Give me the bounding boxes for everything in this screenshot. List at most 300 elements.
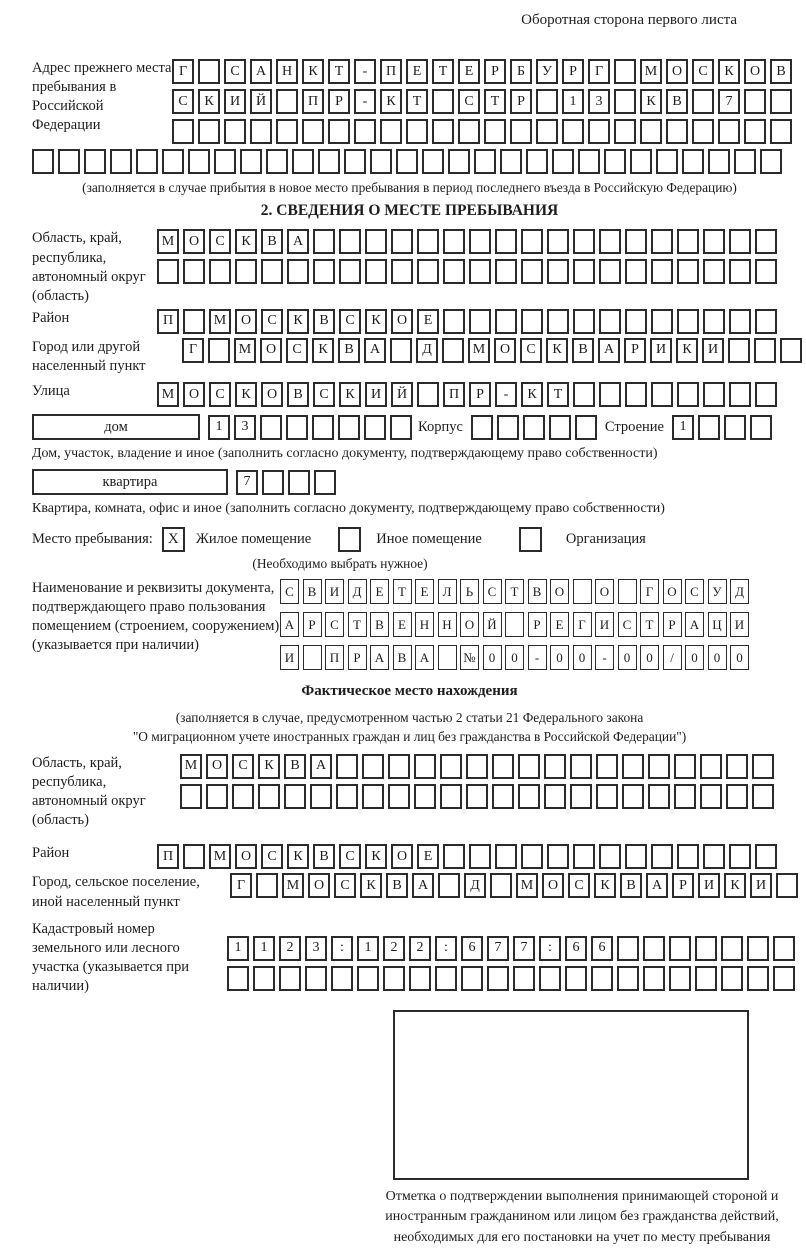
char-box: [669, 966, 691, 991]
char-box: К: [640, 89, 662, 114]
char-box: О: [550, 579, 569, 604]
char-box: Н: [415, 612, 434, 637]
char-box: [258, 784, 280, 809]
char-box: Т: [484, 89, 506, 114]
char-box: Е: [415, 579, 434, 604]
char-box: Е: [393, 612, 412, 637]
char-box: [364, 415, 386, 440]
char-box: Г: [573, 612, 592, 637]
char-box: О: [206, 754, 228, 779]
char-box: [510, 119, 532, 144]
char-box: [677, 229, 699, 254]
char-box: Е: [550, 612, 569, 637]
char-box: [721, 936, 743, 961]
char-box: А: [646, 873, 668, 898]
char-box: [773, 966, 795, 991]
char-box: О: [260, 338, 282, 363]
char-box: О: [460, 612, 479, 637]
char-box: В: [338, 338, 360, 363]
char-box: И: [750, 873, 772, 898]
char-box: [755, 844, 777, 869]
char-box: С: [339, 844, 361, 869]
char-box: К: [724, 873, 746, 898]
char-box: К: [676, 338, 698, 363]
char-box: Е: [417, 844, 439, 869]
char-box: [417, 382, 439, 407]
char-box: [754, 338, 776, 363]
char-box: С: [339, 309, 361, 334]
char-box: Д: [730, 579, 749, 604]
char-box: [780, 338, 802, 363]
char-box: [651, 844, 673, 869]
char-box: А: [280, 612, 299, 637]
char-box: К: [258, 754, 280, 779]
char-box: [721, 966, 743, 991]
char-box: И: [702, 338, 724, 363]
char-box: [596, 754, 618, 779]
char-box: [588, 119, 610, 144]
char-box: Ь: [460, 579, 479, 604]
char-row: [157, 844, 781, 869]
char-box: [442, 338, 464, 363]
char-box: [443, 309, 465, 334]
char-box: [495, 259, 517, 284]
char-box: [312, 415, 334, 440]
char-box: [313, 259, 335, 284]
char-box: В: [386, 873, 408, 898]
char-box: К: [546, 338, 568, 363]
char-box: [573, 382, 595, 407]
char-box: [674, 754, 696, 779]
confirmation-caption: Отметка о подтверждении выполнения принимающей стороной и иностранным гражданином или лицом без гражданства действий, необходимых для его постановки на учет по месту пребывания: [385, 1189, 779, 1245]
char-box: П: [325, 645, 344, 670]
char-row: [182, 338, 806, 363]
char-box: [232, 784, 254, 809]
char-box: [313, 229, 335, 254]
char-box: [357, 966, 379, 991]
char-row: [227, 966, 799, 991]
char-box: [487, 966, 509, 991]
house-type-box: [32, 414, 200, 440]
char-box: [344, 149, 366, 174]
char-box: [521, 844, 543, 869]
char-box: [495, 229, 517, 254]
char-box: [471, 415, 493, 440]
char-box: [443, 844, 465, 869]
char-box: :: [331, 936, 353, 961]
char-box: [198, 59, 220, 84]
char-box: М: [516, 873, 538, 898]
char-box: С: [692, 59, 714, 84]
char-box: [744, 119, 766, 144]
char-box: [669, 936, 691, 961]
char-box: [695, 936, 717, 961]
char-row: [280, 612, 753, 637]
char-box: [698, 415, 720, 440]
char-box: С: [325, 612, 344, 637]
char-box: 1: [357, 936, 379, 961]
char-box: [409, 966, 431, 991]
char-box: [432, 89, 454, 114]
stay-type-note: (Необходимо выбрать нужное): [252, 555, 428, 571]
char-box: Д: [464, 873, 486, 898]
document-label: Наименование и реквизиты документа, подтверждающего право пользования помещением (строением, сооружением) (указывается при наличии): [32, 580, 280, 654]
char-box: Т: [432, 59, 454, 84]
char-box: -: [495, 382, 517, 407]
char-box: 1: [227, 936, 249, 961]
char-box: Р: [562, 59, 584, 84]
char-box: [575, 415, 597, 440]
char-box: Р: [303, 612, 322, 637]
char-box: [469, 259, 491, 284]
char-box: С: [280, 579, 299, 604]
char-box: [591, 966, 613, 991]
char-box: [391, 259, 413, 284]
char-box: [599, 844, 621, 869]
char-box: Р: [663, 612, 682, 637]
char-box: [314, 470, 336, 495]
char-box: Т: [393, 579, 412, 604]
checkbox-other-premises: [338, 527, 361, 552]
char-box: 1: [208, 415, 230, 440]
char-box: [729, 309, 751, 334]
char-box: [466, 784, 488, 809]
char-box: О: [235, 309, 257, 334]
char-box: [547, 844, 569, 869]
char-box: А: [250, 59, 272, 84]
char-box: [640, 119, 662, 144]
char-box: К: [235, 229, 257, 254]
char-row: [280, 645, 753, 670]
char-box: [617, 936, 639, 961]
char-box: [614, 89, 636, 114]
char-box: [288, 470, 310, 495]
document-cells: [280, 579, 753, 670]
char-box: Р: [469, 382, 491, 407]
char-box: [552, 149, 574, 174]
region-label: Область, край, республика, автономный округ (область): [32, 230, 146, 304]
section2-title: 2. СВЕДЕНИЯ О МЕСТЕ ПРЕБЫВАНИЯ: [260, 202, 559, 220]
char-box: П: [380, 59, 402, 84]
char-box: Д: [416, 338, 438, 363]
char-box: В: [370, 612, 389, 637]
actual-district-group: [32, 844, 795, 869]
char-box: [328, 119, 350, 144]
char-box: А: [415, 645, 434, 670]
char-box: [549, 415, 571, 440]
char-box: [651, 259, 673, 284]
actual-region-group: [32, 754, 795, 831]
char-box: [162, 149, 184, 174]
char-box: [521, 259, 543, 284]
char-box: Т: [640, 612, 659, 637]
char-box: [570, 784, 592, 809]
char-box: 0: [483, 645, 502, 670]
char-box: [209, 259, 231, 284]
char-box: [440, 784, 462, 809]
char-box: 2: [279, 936, 301, 961]
char-row: [157, 259, 781, 284]
char-box: [744, 89, 766, 114]
char-box: [614, 59, 636, 84]
char-box: О: [391, 309, 413, 334]
char-box: В: [620, 873, 642, 898]
char-box: [474, 149, 496, 174]
char-box: [338, 415, 360, 440]
char-box: [521, 309, 543, 334]
char-box: -: [595, 645, 614, 670]
actual-region-cells: [180, 754, 778, 809]
char-box: Б: [510, 59, 532, 84]
char-box: [84, 149, 106, 174]
char-box: К: [718, 59, 740, 84]
char-box: Р: [510, 89, 532, 114]
prev-address-note: (заполняется в случае прибытия в новое место пребывания в период последнего въезда в Российскую Федерацию): [82, 180, 737, 195]
char-box: [336, 784, 358, 809]
char-box: [279, 966, 301, 991]
char-box: [443, 259, 465, 284]
char-box: О: [183, 229, 205, 254]
char-box: [599, 229, 621, 254]
char-box: [188, 149, 210, 174]
char-box: [651, 229, 673, 254]
char-box: В: [313, 844, 335, 869]
apartment-type-label: квартира: [102, 473, 158, 490]
char-box: [703, 229, 725, 254]
char-box: [448, 149, 470, 174]
char-box: С: [286, 338, 308, 363]
street-group: [32, 382, 795, 407]
char-box: В: [303, 579, 322, 604]
char-box: [183, 844, 205, 869]
char-box: [630, 149, 652, 174]
char-box: И: [280, 645, 299, 670]
char-box: [354, 119, 376, 144]
char-box: В: [393, 645, 412, 670]
char-box: П: [157, 844, 179, 869]
char-box: 7: [718, 89, 740, 114]
char-box: [724, 415, 746, 440]
stay-type-row: [32, 527, 795, 552]
char-box: О: [183, 382, 205, 407]
char-box: Г: [640, 579, 659, 604]
prev-address-cells: [172, 59, 796, 144]
char-box: С: [334, 873, 356, 898]
char-box: 0: [640, 645, 659, 670]
char-box: [495, 844, 517, 869]
prev-address-group: [32, 59, 795, 144]
char-box: [573, 309, 595, 334]
char-box: В: [284, 754, 306, 779]
char-box: /: [663, 645, 682, 670]
char-box: [526, 149, 548, 174]
char-box: [700, 784, 722, 809]
char-box: [492, 784, 514, 809]
char-box: 1: [562, 89, 584, 114]
char-row: [180, 754, 778, 779]
district-label: Район: [32, 309, 70, 326]
house-type-label: дом: [104, 418, 128, 435]
char-box: -: [354, 59, 376, 84]
char-box: [677, 382, 699, 407]
char-box: [648, 754, 670, 779]
char-box: -: [528, 645, 547, 670]
char-box: И: [325, 579, 344, 604]
char-box: 1: [672, 415, 694, 440]
char-box: [674, 784, 696, 809]
char-box: В: [261, 229, 283, 254]
char-box: 0: [573, 645, 592, 670]
char-box: [708, 149, 730, 174]
char-box: К: [312, 338, 334, 363]
char-box: [682, 149, 704, 174]
char-box: [562, 119, 584, 144]
char-box: [618, 579, 637, 604]
char-box: [250, 119, 272, 144]
char-box: М: [468, 338, 490, 363]
char-box: 2: [383, 936, 405, 961]
char-box: [599, 309, 621, 334]
char-box: 6: [591, 936, 613, 961]
char-box: [718, 119, 740, 144]
char-box: [458, 119, 480, 144]
char-box: [773, 936, 795, 961]
char-box: [729, 259, 751, 284]
char-box: [417, 259, 439, 284]
char-box: [235, 259, 257, 284]
char-box: [336, 754, 358, 779]
char-box: [565, 966, 587, 991]
char-box: А: [364, 338, 386, 363]
char-box: [432, 119, 454, 144]
char-row: [157, 382, 781, 407]
char-box: [183, 309, 205, 334]
char-box: Р: [348, 645, 367, 670]
char-box: В: [528, 579, 547, 604]
actual-location-note-2: "О миграционном учете иностранных граждан и лиц без гражданства в Российской Федерации"): [132, 729, 687, 745]
option-organization-label: Организация: [565, 530, 646, 547]
char-box: Т: [406, 89, 428, 114]
char-box: В: [770, 59, 792, 84]
char-box: [622, 784, 644, 809]
char-box: [208, 338, 230, 363]
char-box: 6: [461, 936, 483, 961]
char-box: О: [542, 873, 564, 898]
cadastral-group: [32, 920, 795, 997]
char-box: [651, 309, 673, 334]
char-box: [261, 259, 283, 284]
char-box: В: [666, 89, 688, 114]
char-box: [224, 119, 246, 144]
stroenie-label: Строение: [604, 418, 664, 435]
option-residential-label: Жилое помещение: [195, 530, 312, 547]
char-box: 0: [708, 645, 727, 670]
char-box: [614, 119, 636, 144]
char-box: Т: [505, 579, 524, 604]
checkbox-organization: [519, 527, 542, 552]
char-box: С: [209, 229, 231, 254]
char-box: С: [568, 873, 590, 898]
char-row: [172, 59, 796, 84]
char-box: М: [209, 844, 231, 869]
char-box: [302, 119, 324, 144]
char-box: [747, 966, 769, 991]
char-box: [443, 229, 465, 254]
char-box: :: [539, 936, 561, 961]
char-box: К: [365, 309, 387, 334]
char-box: М: [180, 754, 202, 779]
char-box: И: [650, 338, 672, 363]
char-box: [110, 149, 132, 174]
char-box: Й: [250, 89, 272, 114]
char-box: Л: [438, 579, 457, 604]
char-box: [625, 382, 647, 407]
char-box: Н: [276, 59, 298, 84]
char-box: К: [198, 89, 220, 114]
char-box: М: [157, 229, 179, 254]
char-box: [544, 754, 566, 779]
char-box: [292, 149, 314, 174]
char-box: [396, 149, 418, 174]
char-box: [651, 382, 673, 407]
char-box: [390, 338, 412, 363]
char-box: [500, 149, 522, 174]
apartment-caption: Квартира, комната, офис и иное (заполнить согласно документу, подтверждающему право собственности): [32, 501, 665, 517]
char-box: О: [744, 59, 766, 84]
char-box: [666, 119, 688, 144]
char-box: [490, 873, 512, 898]
char-box: [677, 259, 699, 284]
char-box: М: [640, 59, 662, 84]
char-box: [599, 259, 621, 284]
char-box: [206, 784, 228, 809]
char-box: А: [412, 873, 434, 898]
char-box: П: [443, 382, 465, 407]
char-box: И: [365, 382, 387, 407]
char-box: [726, 754, 748, 779]
char-box: 0: [550, 645, 569, 670]
char-box: [523, 415, 545, 440]
char-box: [692, 89, 714, 114]
page-side-header: Оборотная сторона первого листа: [521, 12, 737, 28]
char-box: [599, 382, 621, 407]
char-box: №: [460, 645, 479, 670]
char-box: :: [435, 936, 457, 961]
char-row: [180, 784, 778, 809]
char-box: [734, 149, 756, 174]
char-box: [287, 259, 309, 284]
char-box: Д: [348, 579, 367, 604]
char-box: [539, 966, 561, 991]
char-box: Р: [484, 59, 506, 84]
char-box: А: [598, 338, 620, 363]
cadastral-cells: [227, 936, 799, 991]
char-box: [648, 784, 670, 809]
char-box: С: [618, 612, 637, 637]
cadastral-label: Кадастровый номер земельного или лесного участка (указывается при наличии): [32, 920, 189, 994]
char-box: К: [380, 89, 402, 114]
char-box: [388, 754, 410, 779]
char-box: [728, 338, 750, 363]
char-box: [414, 784, 436, 809]
char-box: К: [302, 59, 324, 84]
char-box: [755, 382, 777, 407]
actual-region-label: Область, край, республика, автономный округ (область): [32, 754, 146, 829]
char-box: [518, 754, 540, 779]
char-box: П: [302, 89, 324, 114]
char-box: Й: [483, 612, 502, 637]
char-box: [622, 754, 644, 779]
